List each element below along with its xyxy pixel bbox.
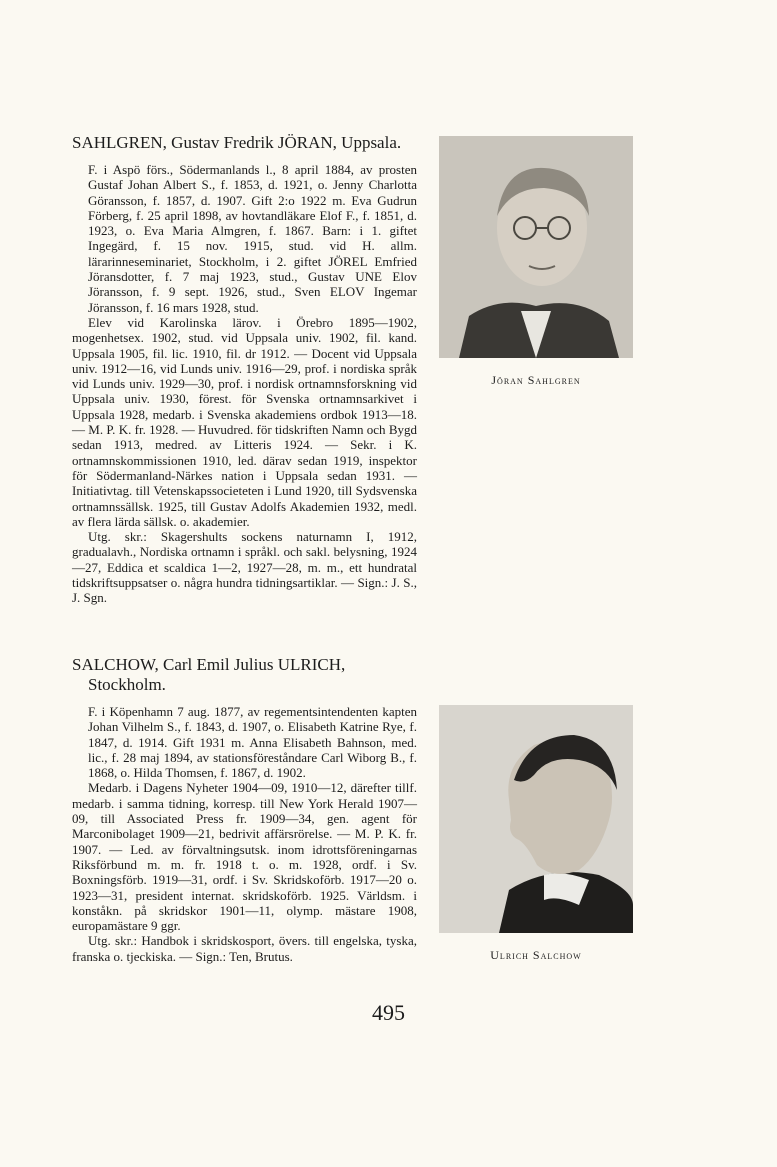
portrait-caption: Ulrich Salchow (490, 948, 582, 962)
entry-sahlgren (72, 133, 417, 606)
entry-heading: SALCHOW, Carl Emil Julius ULRICH, Stockholm. (72, 655, 346, 694)
entry-paragraph: F. i Aspö förs., Södermanlands l., 8 april 1884, av prosten Gustaf Johan Albert S., f. 1853, d. 1921, o. Jenny Charlotta Göransson, f. 1857, d. 1907. Gift 2:o 1922 m. Eva Gudrun Förberg, f. 25 april 1898, av hovtandläkare Elof F., f. 1851, d. 1923, o. Eva Maria Almgren, f. 1867. Barn: i 1. giftet Ingegärd, f. 15 nov. 1915, stud. vid H. allm. lärarinneseminariet, Stockholm, i 2. giftet JÖREL Emfried Jöransdotter, f. 7 maj 1923, stud., Gustav UNE Elov Jöransson, f. 9 sept. 1926, stud., Sven ELOV Ingemar Jöransson, f. 16 mars 1928, stud. (88, 162, 417, 315)
portrait-salchow (439, 705, 633, 933)
portrait-image (439, 136, 633, 358)
entry-body (72, 162, 417, 606)
entry-paragraph: F. i Köpenhamn 7 aug. 1877, av regementsintendenten kapten Johan Vilhelm S., f. 1843, d. 1907, o. Elisabeth Katrine Rye, f. 1847, d. 1914. Gift 1931 m. Anna Elisabeth Bahnson, med. lic., f. 28 maj 1894, av stationsföreståndare Carl Wiborg B., f. 1868, o. Hilda Thomsen, f. 1867, d. 1902. (88, 704, 417, 781)
entry-paragraph: Elev vid Karolinska lärov. i Örebro 1895—1902, mogenhetsex. 1902, stud. vid Uppsala univ. 1902, fil. kand. Uppsala 1905, fil. lic. 1910, fil. dr 1912. — Docent vid Uppsala univ. 1912—16, vid Lunds univ. 1916—29, prof. i nordiska språk vid Lunds univ. 1929—30, prof. i nordisk ortnamnsforskning vid Uppsala univ. 1930, förest. för Svenska ortnamnsarkivet i Uppsala 1928, medarb. i Svenska akademiens ordbok 1913—18. — M. P. K. fr. 1928. — Huvudred. för tidskriften Namn och Bygd sedan 1913, medred. av Litteris 1924. — Sekr. i K. ortnamnskommissionen 1910, led. därav sedan 1919, inspektor för Södermanland-Närkes nation i Uppsala sedan 1931. — Initiativtag. till Vetenskapssocieteten i Lund 1920, till Sydsvenska ortnamnssällsk. 1925, till Gustav Adolfs Akademien 1932, medl. av flera lärda sällsk. o. akademier. (72, 314, 417, 529)
portrait-caption: Jöran Sahlgren (491, 373, 581, 387)
entry-heading: SAHLGREN, Gustav Fredrik JÖRAN, Uppsala. (72, 133, 402, 152)
portrait-sahlgren (439, 136, 633, 358)
entry-salchow (72, 655, 417, 964)
entry-paragraph: Medarb. i Dagens Nyheter 1904—09, 1910—12, därefter tillf. medarb. i samma tidning, korresp. till New York Herald 1907—09, till Associated Press fr. 1909—34, gen. agent för Marconibolaget 1909—21, bedrivit affärsrörelse. — M. P. K. fr. 1907. — Led. av förvaltningsutsk. inom idrottsföreningarnas Riksförbund m. m. fr. 1918 t. o. m. 1928, ordf. i Sv. Boxningsförb. 1919—31, ordf. i Sv. Skridskoförb. 1917—20 o. 1923—31, president internat. skridskoförb. 1925. Världsm. i konståkn. på skridskor 1901—11, olymp. mästare 1908, europamästare 9 ggr. (72, 780, 417, 934)
portrait-image (439, 705, 633, 933)
entry-paragraph: Utg. skr.: Skagershults sockens naturnamn I, 1912, gradualavh., Nordiska ortnamn i språkl. och sakl. belysning, 1924—27, Eddica et scaldica 1—2, 1927—28, m. m., ett hundratal tidskriftsuppsatser o. några hundra tidningsartiklar. — Sign.: J. S., J. Sgn. (72, 529, 417, 606)
entry-paragraph: Utg. skr.: Handbok i skridskosport, övers. till engelska, tyska, franska o. tjeckiska. — Sign.: Ten, Brutus. (72, 933, 417, 964)
entry-body (72, 704, 417, 964)
page-number: 495 (372, 1000, 405, 1025)
